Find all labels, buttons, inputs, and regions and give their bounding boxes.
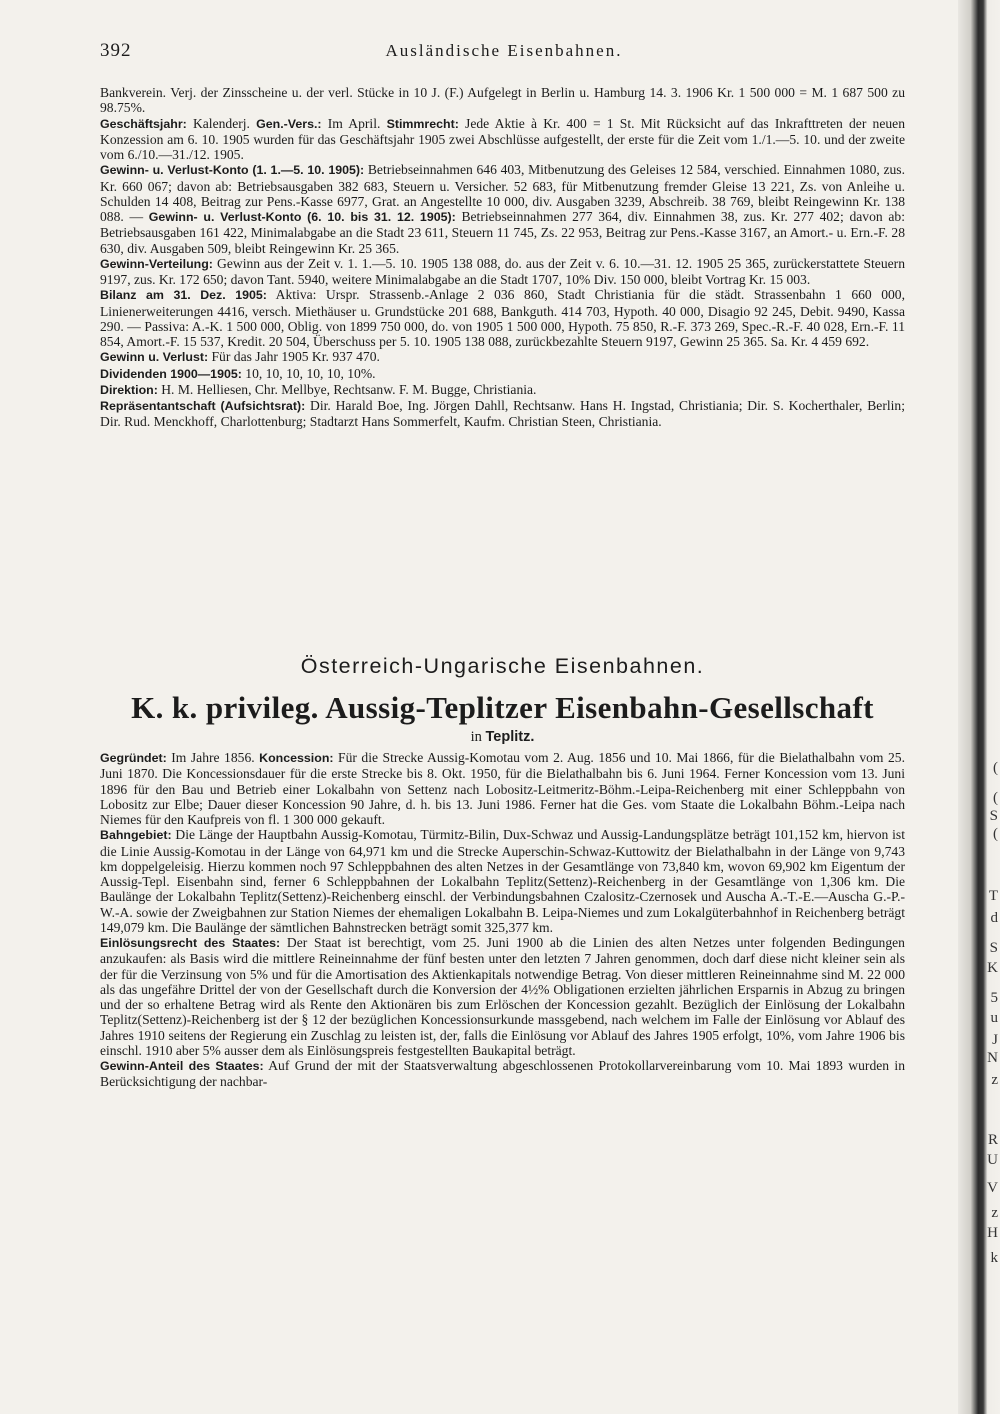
- company-entry: [100, 750, 905, 1090]
- company-location: in Teplitz.: [470, 729, 535, 745]
- einloesungsrecht-paragraph: Einlösungsrecht des Staates: Der Staat ist berechtigt, vom 25. Juni 1900 ab die Linien des alten Netzes unter folgenden Bedingungen anzukaufen: als Basis wird die mittlere Reineinnahme der fünf besten unter den letzten 7 Jahren genommen, doch darf diese nicht kleiner sein als der für die Verzinsung von 5% und für die Amortisation des Aktienkapitals notwendige Betrag. Von dieser mittleren Reineinnahme sind M. 22 000 als das ungefähre Drittel der von der Gesellschaft durch die Konversion der 4½% Obligationen erzielten jährlichen Ersparnis in Abzug zu bringen und der so erhaltene Betrag wird als Rente den Aktionären bis zum Erlöschen der Koncession gezahlt. Bezüglich der Einlösung der Lokalbahn Teplitz(Settenz)-Reichenberg ist der § 12 der bezüglichen Koncessionsurkunde massgebend, nach welchem im Falle der Einlösung vor Ablauf des Jahres 1910 seitens der Regierung ein Zuschlag zu leisten ist, der, falls die Einlösung vor Ablauf des Jahres 1905 erfolgt, 10%, vom Jahre 1906 bis einschl. 1910 aber 5% ausser dem als Einlösungspreis festgestellten Baukapital beträgt.: [100, 935, 905, 1058]
- edge-letter: S: [989, 808, 998, 824]
- gegruendet-paragraph: Gegründet: Im Jahre 1856. Koncession: Für die Strecke Aussig-Komotau vom 2. Aug. 1856 und 10. Mai 1866, für die Bielathalbahn vom 25. Juni 1870. Die Koncessionsdauer für die erste Strecke bis 8. Okt. 1950, für die Bielathalbahn bis 6. Juni 1964. Ferner Koncession vom 13. Juni 1896 für den Bau und Betrieb einer Lokalbahn von Settenz nach Lobositz-Leitmeritz-Böhm.-Leipa-Reichenberg mit einer Schleppbahn von Lobositz zur Elbe; Dauer dieser Koncession 90 Jahre, d. h. bis 13. Juni 1986. Ferner hat die Ges. vom Staate die Lokalbahn Böhm.-Leipa nach Niemes für den Kaufpreis von fl. 1 300 000 gekauft.: [100, 750, 905, 827]
- intro-paragraph: Bankverein. Verj. der Zinsscheine u. der verl. Stücke in 10 J. (F.) Aufgelegt in Berlin u. Hamburg 14. 3. 1906 Kr. 1 500 000 = M. 1 687 500 zu 98.75%.: [100, 85, 905, 116]
- running-title: Ausländische Eisenbahnen.: [385, 41, 623, 60]
- dividenden-paragraph: Dividenden 1900—1905: 10, 10, 10, 10, 10, 10%.: [100, 365, 376, 381]
- edge-letter: V: [987, 1180, 998, 1196]
- page-number: 392: [100, 40, 132, 61]
- gewinn-verlust-paragraph: Gewinn u. Verlust: Für das Jahr 1905 Kr. 937 470.: [100, 349, 380, 365]
- edge-letter: d: [990, 910, 998, 926]
- gewinn-verteilung-paragraph: Gewinn-Verteilung: Gewinn aus der Zeit v. 1. 1.—5. 10. 1905 138 088, do. aus der Zeit v. 6. 10.—31. 12. 1905 25 365, zurückerstattete Steuern 9197, zus. Kr. 172 650; davon Tant. 5940, weitere Minimalabgabe an die Stadt 1707, 10% Div. 150 000, bleibt Vortrag Kr. 15 003.: [100, 255, 905, 287]
- edge-letter: U: [987, 1152, 998, 1168]
- edge-letter: z: [991, 1072, 998, 1088]
- edge-letter: (: [993, 790, 998, 806]
- edge-letter: 5: [990, 990, 998, 1006]
- geschaeftsjahr-paragraph: Geschäftsjahr: Kalenderj. Gen.-Vers.: Im April. Stimmrecht: Jede Aktie à Kr. 400 = 1 St. Mit Rücksicht auf das Inkrafttreten der neuen Konzession am 6. 10. 1905 wurden für das Geschäftsjahr 1905 zwei Abschlüsse aufgestellt, der erste für die Zeit vom 1./1.—5. 10. und der zweite vom 6./10.—31./12. 1905.: [100, 115, 906, 162]
- label: Geschäftsjahr:: [100, 116, 187, 131]
- edge-letter: N: [987, 1050, 998, 1066]
- edge-letter: z: [991, 1205, 998, 1221]
- gv-konto-1-paragraph: Gewinn- u. Verlust-Konto (1. 1.—5. 10. 1905): Betriebseinnahmen 646 403, Mitbenutzung des Geleises 12 584, verschied. Einnahmen 1080, zus. Kr. 660 067; davon ab: Betriebsausgaben 382 683, Steuern u. Versicher. 52 683, für Mitbenutzung fremder Gleise 13 221, Zs. von Anleihe u. Schulden 14 408, Beitrag zur Pens.-Kasse 6977, Grat. an Angestellte 10 000, div. Ausgaben 3239, Abschreib. 38 769, bleibt Reingewinn Kr. 138 088. — Gewinn- u. Verlust-Konto (6. 10. bis 31. 12. 1905): Betriebseinnahmen 277 364, div. Einnahmen 38, zus. Kr. 277 402; davon ab: Betriebsausgaben 161 422, Minimalabgabe an die Stadt 23 611, Steuern 11 745, Zs. 22 953, Beitrag zur Pens.-Kasse 3167, an Amort.- u. Ern.-F. 28 630, div. Ausgaben 509, bleibt Reingewinn Kr. 25 365.: [100, 162, 905, 256]
- edge-letter: T: [988, 888, 998, 904]
- company-title: K. k. privileg. Aussig-Teplitzer Eisenbahn-Gesellschaft: [131, 690, 874, 725]
- gewinn-anteil-paragraph: Gewinn-Anteil des Staates: Auf Grund der mit der Staatsverwaltung abgeschlossenen Protokollarvereinbarung vom 10. Mai 1893 wurden in Berücksichtigung der nachbar-: [100, 1058, 905, 1090]
- aufsichtsrat-paragraph: Repräsentantschaft (Aufsichtsrat): Dir. Harald Boe, Ing. Jörgen Dahll, Rechtsanw. Hans H. Ingstad, Christiania; Dir. S. Kocherthaler, Berlin; Dir. Rud. Menckhoff, Charlottenburg; Stadtarzt Hans Sommerfelt, Kaufm. Christian Steen, Christiania.: [100, 398, 905, 430]
- bilanz-paragraph: Bilanz am 31. Dez. 1905: Aktiva: Urspr. Strassenb.-Anlage 2 036 860, Stadt Christiania für die städt. Strassenbahn 1 660 000, Linienerweiterungen 4416, versch. Miethäuser u. Grundstücke 201 688, Bankguth. 414 703, Hypoth. 40 000, Disagio 92 245, Debit. 9490, Kassa 290. — Passiva: A.-K. 1 500 000, Oblig. von 1899 750 000, do. von 1905 1 500 000, Hypoth. 75 850, R.-F. 373 269, Spec.-R.-F. 40 028, Ern.-F. 11 854, Amort.-F. 15 537, Kredit. 20 504, Überschuss per 5. 10. 1905 138 088, zurückbezahlte Steuern 9197, Gewinn 25 365. Sa. Kr. 4 459 692.: [100, 287, 905, 349]
- edge-letter: J: [992, 1032, 998, 1048]
- edge-letter: (: [993, 760, 998, 776]
- bahngebiet-paragraph: Bahngebiet: Die Länge der Hauptbahn Aussig-Komotau, Türmitz-Bilin, Dux-Schwaz und Aussig-Landungsplätze beträgt 101,152 km, hiervon ist die Linie Aussig-Komotau in der Länge von 64,971 km und die Strecke Auperschin-Schwaz-Kuttowitz der Bielathalbahn in der Länge von 9,743 km doppelgeleisig. Hierzu kommen noch 97 Schleppbahnen des alten Netzes in der Gesamtlänge von 73,840 km, wovon 69,902 km Eigentum der Aussig-Tepl. Eisenbahn sind, ferner 6 Schleppbahnen der Lokalbahn Teplitz(Settenz)-Reichenberg in der Gesamtlänge von 1,306 km. Die Baulänge der Lokalbahn Teplitz(Settenz)-Reichenberg einschl. der Verbindungsbahnen Czalositz-Czernosek und Auscha A.-T.-E.—Auscha G.-P.-W.-A. sowie der Zweigbahnen zur Station Niemes der ehemaligen Lokalbahn B. Leipa-Niemes und zum Lokalgüterbahnhof in Reichenberg beträgt 149,079 km. Die Baulänge der sämtlichen Bahnstrecken beträgt somit 325,377 km.: [100, 827, 905, 935]
- previous-company-entry: [100, 85, 905, 430]
- edge-letter: K: [987, 960, 998, 976]
- edge-letter: S: [989, 940, 998, 956]
- page-header: [100, 40, 908, 64]
- edge-letter: R: [987, 1132, 998, 1148]
- edge-letter: H: [987, 1225, 998, 1241]
- book-spine-edge: [958, 0, 1000, 1414]
- section-title: Österreich-Ungarische Eisenbahnen.: [300, 654, 705, 678]
- edge-letter: k: [990, 1250, 998, 1266]
- edge-letter: u: [990, 1010, 998, 1026]
- direktion-paragraph: Direktion: H. M. Helliesen, Chr. Mellbye, Rechtsanw. F. M. Bugge, Christiania.: [100, 381, 537, 397]
- edge-letter: (: [993, 826, 998, 842]
